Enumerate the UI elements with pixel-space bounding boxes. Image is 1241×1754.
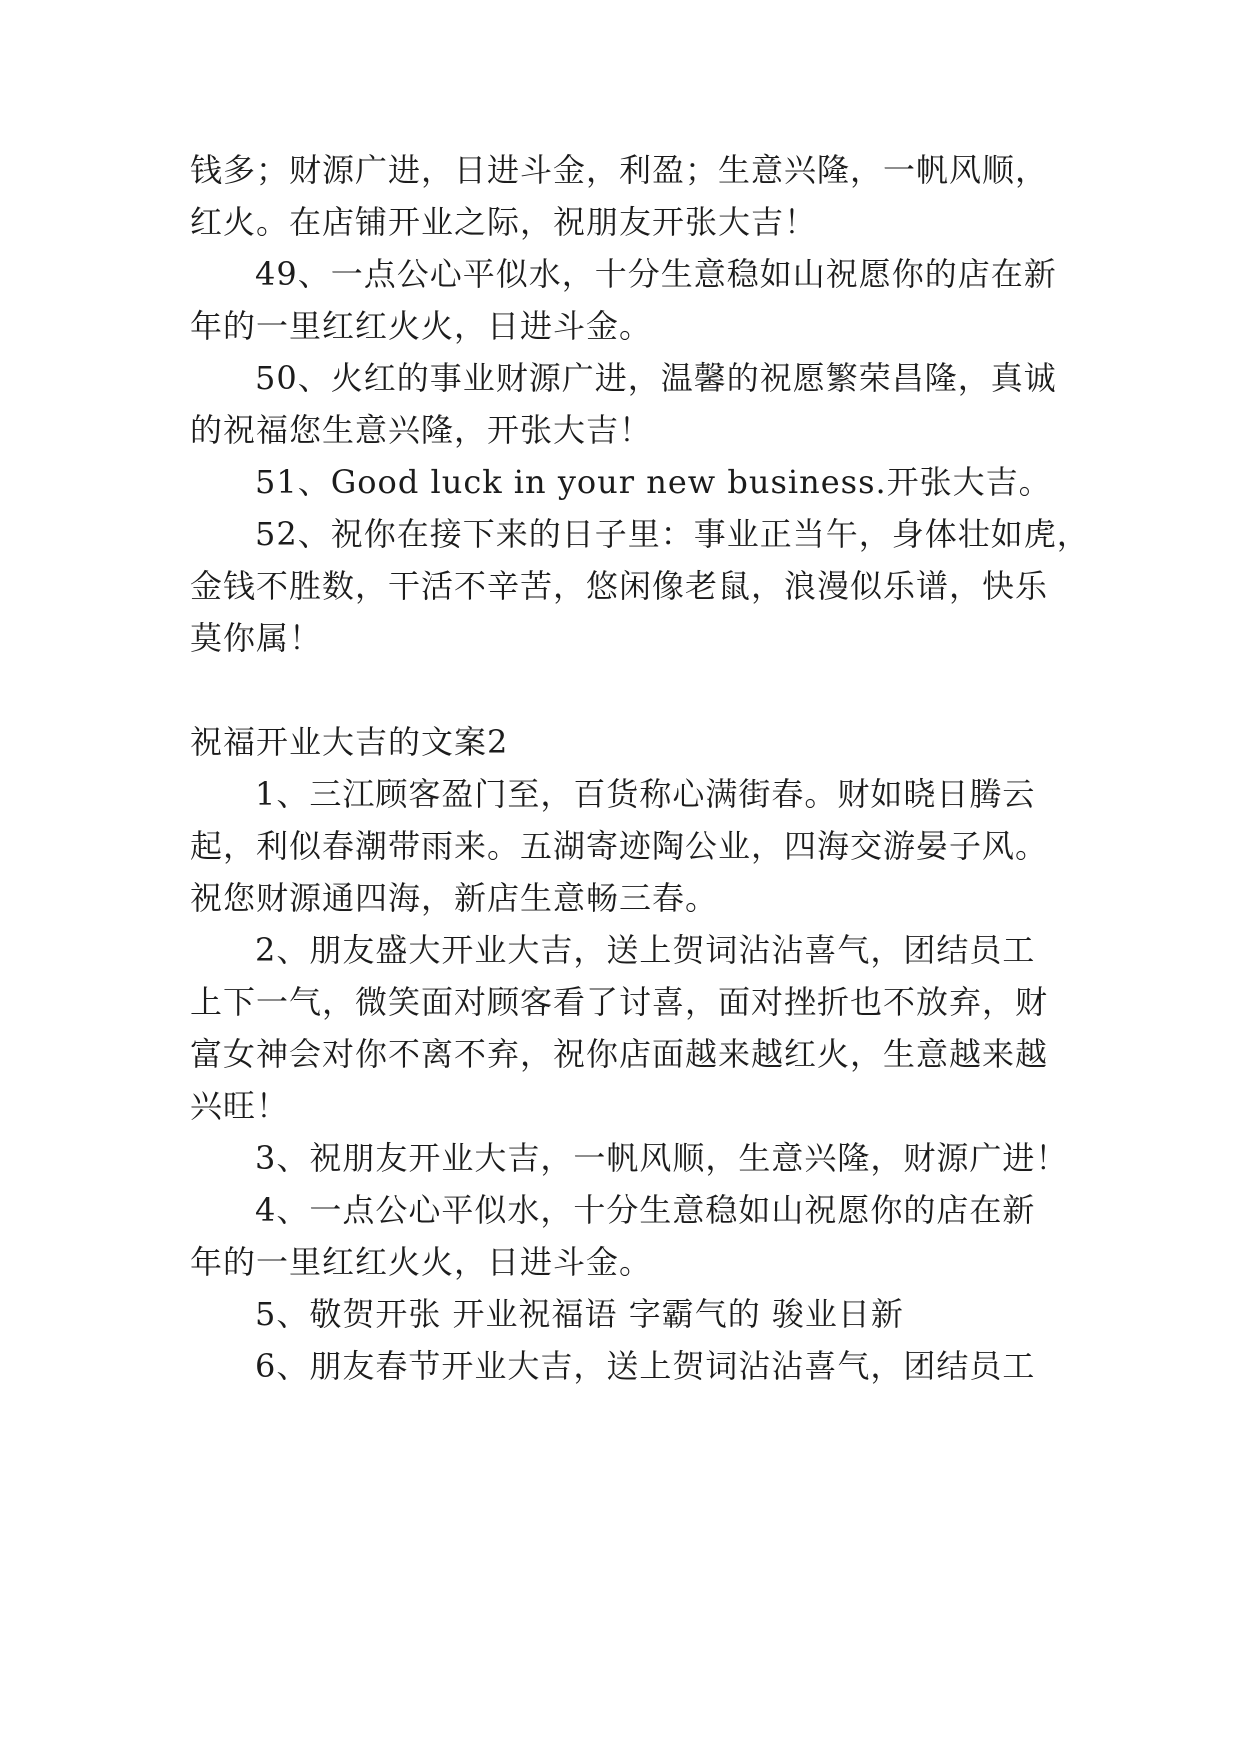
list-item-50: 50、火红的事业财源广进，温馨的祝愿繁荣昌隆，真诚 bbox=[255, 359, 1057, 397]
text-line: 年的一里红红火火，日进斗金。 bbox=[190, 1243, 653, 1281]
text-line: 金钱不胜数，干活不辛苦，悠闲像老鼠，浪漫似乐谱，快乐 bbox=[190, 567, 1049, 605]
text-line: 的祝福您生意兴隆，开张大吉！ bbox=[190, 411, 653, 449]
text-line: 年的一里红红火火，日进斗金。 bbox=[190, 307, 653, 345]
text-line: 祝您财源通四海，新店生意畅三春。 bbox=[190, 879, 719, 917]
text-line: 莫你属！ bbox=[190, 619, 323, 657]
list-item-3: 3、祝朋友开业大吉，一帆风顺，生意兴隆，财源广进！ bbox=[255, 1139, 1069, 1177]
list-item-1: 1、三江顾客盈门至，百货称心满街春。财如晓日腾云 bbox=[255, 775, 1036, 813]
section-heading: 祝福开业大吉的文案2 bbox=[190, 723, 509, 761]
text-line: 红火。在店铺开业之际，祝朋友开张大吉！ bbox=[190, 203, 818, 241]
list-item-2: 2、朋友盛大开业大吉，送上贺词沾沾喜气，团结员工 bbox=[255, 931, 1036, 969]
text-line: 钱多；财源广进，日进斗金，利盈；生意兴隆，一帆风顺， bbox=[190, 151, 1049, 189]
list-item-51: 51、Good luck in your new business.开张大吉。 bbox=[255, 463, 1052, 501]
list-item-52: 52、祝你在接下来的日子里：事业正当午，身体壮如虎， bbox=[255, 515, 1090, 553]
text-line: 兴旺！ bbox=[190, 1087, 290, 1125]
list-item-49: 49、一点公心平似水，十分生意稳如山祝愿你的店在新 bbox=[255, 255, 1057, 293]
list-item-4: 4、一点公心平似水，十分生意稳如山祝愿你的店在新 bbox=[255, 1191, 1036, 1229]
list-item-6: 6、朋友春节开业大吉，送上贺词沾沾喜气，团结员工 bbox=[255, 1347, 1036, 1385]
text-line: 富女神会对你不离不弃，祝你店面越来越红火，生意越来越 bbox=[190, 1035, 1049, 1073]
list-item-5: 5、敬贺开张 开业祝福语 字霸气的 骏业日新 bbox=[255, 1295, 904, 1333]
text-line: 上下一气，微笑面对顾客看了讨喜，面对挫折也不放弃，财 bbox=[190, 983, 1049, 1021]
text-line: 起，利似春潮带雨来。五湖寄迹陶公业，四海交游晏子风。 bbox=[190, 827, 1049, 865]
